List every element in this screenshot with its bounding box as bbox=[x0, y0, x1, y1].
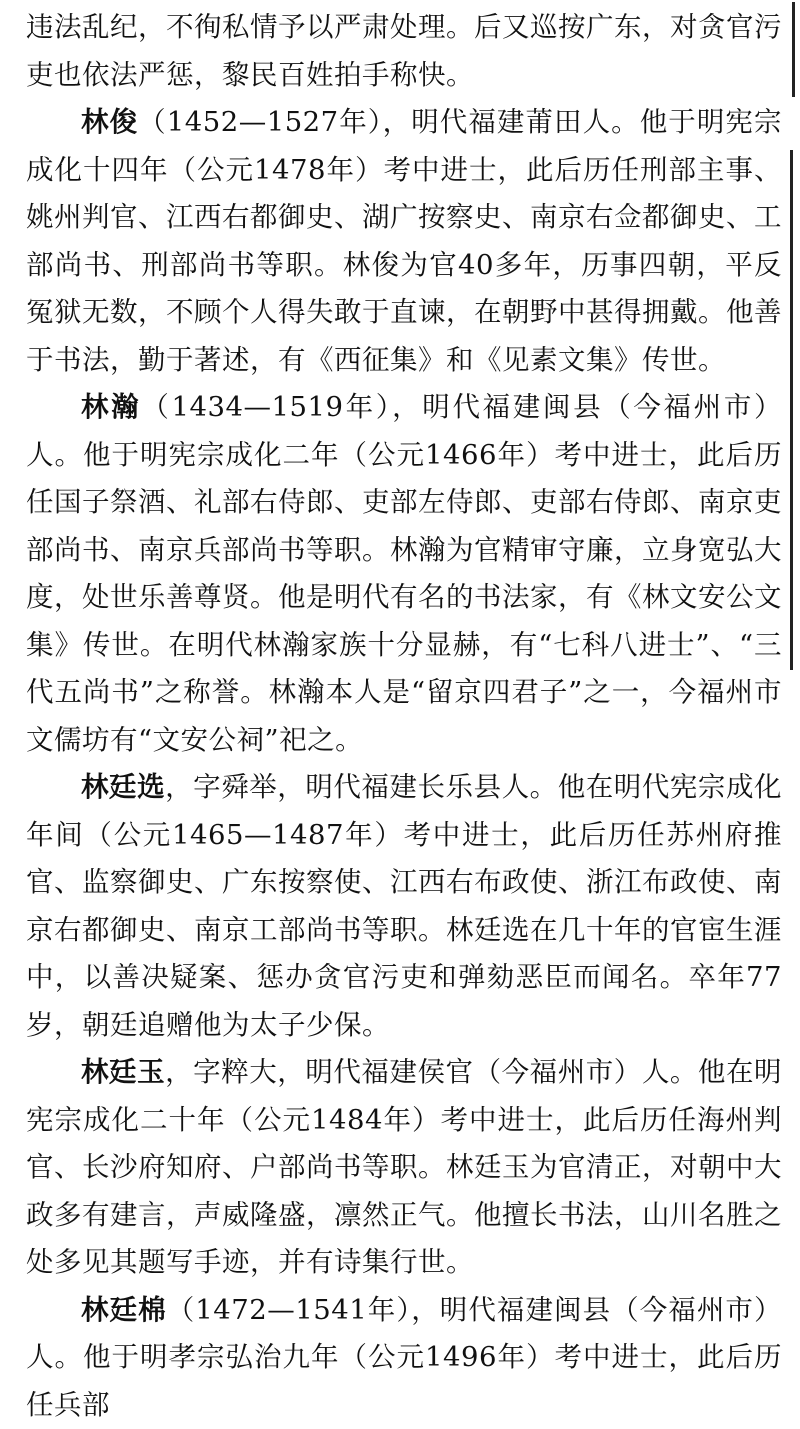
person-name: 林俊 bbox=[81, 106, 138, 138]
text-body bbox=[26, 4, 782, 1429]
person-name: 林廷玉 bbox=[81, 1056, 165, 1088]
paragraph-text: ，字舜举，明代福建长乐县人。他在明代宪宗成化年间（公元1465—1487年）考中进士，此后历任苏州府推官、监察御史、广东按察使、江西右布政使、浙江布政使、南京右都御史、南京工部尚书等职。林廷选在几十年的官宦生涯中，以善决疑案、惩办贪官污吏和弹劾恶臣而闻名。卒年77岁，朝廷追赠他为太子少保。 bbox=[26, 771, 782, 1041]
paragraph-text: （1434—1519年），明代福建闽县（今福州市）人。他于明宪宗成化二年（公元1466年）考中进士，此后历任国子祭酒、礼部右侍郎、吏部左侍郎、吏部右侍郎、南京吏部尚书、南京兵部尚书等职。林瀚为官精审守廉，立身宽弘大度，处世乐善尊贤。他是明代有名的书法家，有《林文安公文集》传世。在明代林瀚家族十分显赫，有“七科八进士”、“三代五尚书”之称誉。林瀚本人是“留京四君子”之一，今福州市文儒坊有“文安公祠”祀之。 bbox=[26, 391, 782, 756]
scan-edge-mark-middle bbox=[790, 150, 793, 670]
paragraph-text: （1472—1541年），明代福建闽县（今福州市）人。他于明孝宗弘治九年（公元1496年）考中进士，此后历任兵部 bbox=[26, 1294, 782, 1421]
paragraph-text: ，字粹大，明代福建侯官（今福州市）人。他在明宪宗成化二十年（公元1484年）考中进士，此后历任海州判官、长沙府知府、户部尚书等职。林廷玉为官清正，对朝中大政多有建言，声威隆盛，凛然正气。他擅长书法，山川名胜之处多见其题写手迹，并有诗集行世。 bbox=[26, 1056, 782, 1278]
paragraph-text: 违法乱纪，不徇私情予以严肃处理。后又巡按广东，对贪官污吏也依法严惩，黎民百姓拍手称快。 bbox=[26, 11, 782, 91]
paragraph-lin-tingmian bbox=[26, 1287, 782, 1429]
paragraph-lin-jun bbox=[26, 99, 782, 384]
paragraph-text: （1452—1527年），明代福建莆田人。他于明宪宗成化十四年（公元1478年）考中进士，此后历任刑部主事、姚州判官、江西右都御史、湖广按察史、南京右佥都御史、工部尚书、刑部尚书等职。林俊为官40多年，历事四朝，平反冤狱无数，不顾个人得失敢于直谏，在朝野中甚得拥戴。他善于书法，勤于著述，有《西征集》和《见素文集》传世。 bbox=[26, 106, 782, 376]
paragraph-lin-han bbox=[26, 384, 782, 764]
paragraph-lin-tingyu bbox=[26, 1049, 782, 1287]
paragraph-lin-tingxuan bbox=[26, 764, 782, 1049]
person-name: 林廷选 bbox=[81, 771, 165, 803]
scan-edge-mark-top bbox=[792, 2, 795, 97]
person-name: 林廷棉 bbox=[81, 1294, 167, 1326]
paragraph-continued bbox=[26, 4, 782, 99]
person-name: 林瀚 bbox=[81, 391, 141, 423]
